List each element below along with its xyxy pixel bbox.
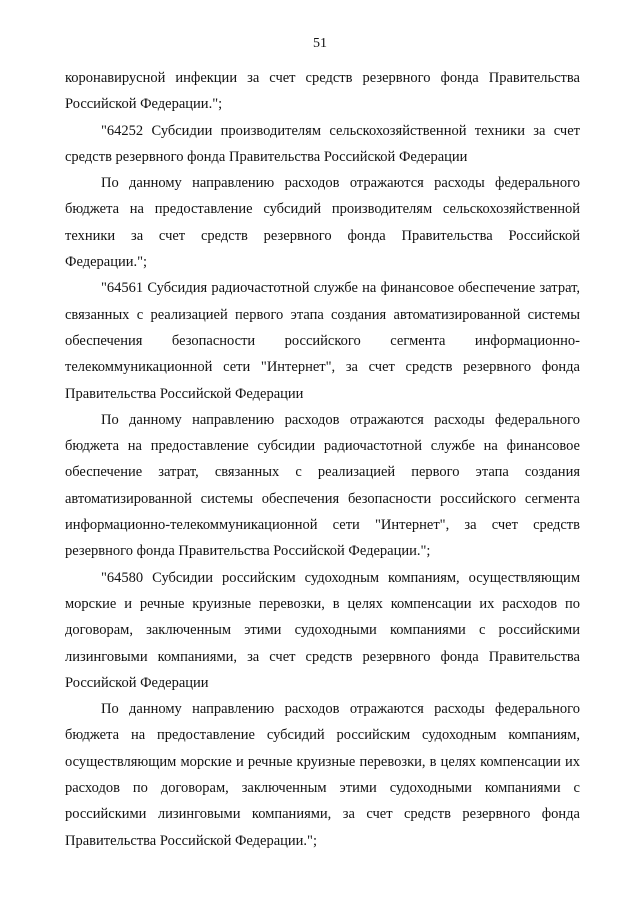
paragraph-code-64561-description: По данному направлению расходов отражаются расходы федерального бюджета на предоставление субсидии радиочастотной службе на финансовое обеспечение затрат, связанных с реализацией первого этапа создания автоматизированной системы обеспечения безопасности российского сегмента информационно-телекоммуникационной сети "Интернет", за счет средств резервного фонда Правительства Российской Федерации."; (65, 411, 580, 560)
page-number: 51 (313, 36, 327, 51)
paragraph-code-64252-description: По данному направлению расходов отражаются расходы федерального бюджета на предоставление субсидий производителям сельскохозяйственной техники за счет средств резервного фонда Правительства Российской Федерации."; (65, 175, 580, 271)
paragraph-code-64561-heading: "64561 Субсидия радиочастотной службе на финансовое обеспечение затрат, связанных с реализацией первого этапа создания автоматизированной системы обеспечения безопасности российского сегмента информационно-телекоммуникационной сети "Интернет", за счет средств резервного фонда Правительства Российской Федерации (65, 280, 580, 402)
paragraph-code-64580-description: По данному направлению расходов отражаются расходы федерального бюджета на предоставление субсидий российским судоходным компаниям, осуществляющим морские и речные круизные перевозки, в целях компенсации их расходов по договорам, заключенным этими судоходными компаниями с российскими лизинговыми компаниями, за счет средств резервного фонда Правительства Российской Федерации."; (65, 701, 580, 849)
paragraph-continuation: коронавирусной инфекции за счет средств резервного фонда Правительства Российской Федерации."; (65, 70, 580, 113)
document-body (65, 65, 580, 854)
paragraph-code-64580-heading: "64580 Субсидии российским судоходным компаниям, осуществляющим морские и речные круизные перевозки, в целях компенсации их расходов по договорам, заключенным этими судоходными компаниями с российскими лизинговыми компаниями, за счет средств резервного фонда Правительства Российской Федерации (65, 569, 580, 691)
paragraph-code-64252-heading: "64252 Субсидии производителям сельскохозяйственной техники за счет средств резервного фонда Правительства Российской Федерации (65, 122, 580, 165)
